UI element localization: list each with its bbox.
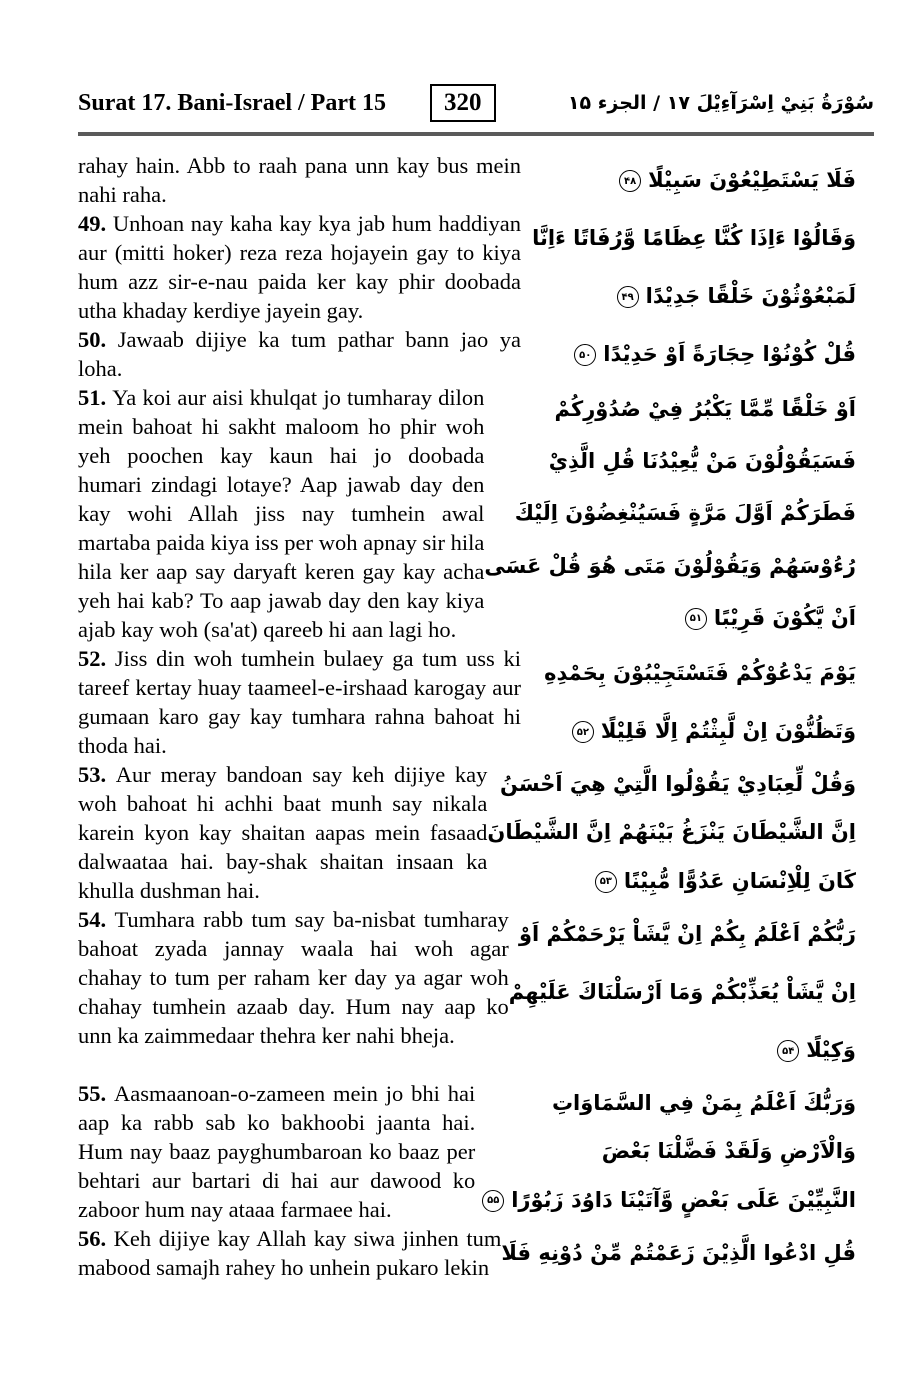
- verse-number: 51.: [78, 385, 113, 410]
- arabic-line: فَسَيَقُوْلُوْنَ مَنْ يُّعِيْدُنَا قُلِ الَّذِيْ: [548, 449, 856, 474]
- arabic-verse: [487, 760, 874, 905]
- urdu-translation: 54. Tumhara rabb tum say ba-nisbat tumharay bahoat zyada jannay waala hai woh agar chahay to tum per raham ker day ya agar woh chahay tumhein azaab day. Hum nay aap ko unn ka zaimmedaar thehra ker nahi bheja.: [78, 907, 509, 1048]
- arabic-line: اَوْ خَلْقًا مِّمَّا يَكْبُرُ فِيْ صُدُوْرِكُمْ: [554, 397, 856, 422]
- verse-row: [78, 151, 874, 209]
- verse-row: [78, 760, 874, 905]
- arabic-verse: [509, 905, 874, 1079]
- verse-row: [78, 209, 874, 325]
- arabic-line: النَّبِيِّيْنَ عَلَى بَعْضٍ وَّآتَيْنَا دَاوُدَ زَبُوْرًا۵۵: [475, 1188, 856, 1212]
- surah-title-arabic: سُوْرَةُ بَنِيْ اِسْرَآءِيْلَ ۱۷ / الجزء ۱۵: [567, 92, 874, 114]
- arabic-verse: [501, 1224, 874, 1282]
- verses-container: [78, 151, 874, 1282]
- arabic-line: وَكِيْلًا۵۴: [770, 1038, 856, 1062]
- verse-row: [78, 644, 874, 760]
- urdu-translation: 56. Keh dijiye kay Allah kay siwa jinhen tum mabood samajh rahey ho unhein pukaro lekin: [78, 1226, 502, 1280]
- arabic-verse: [484, 383, 874, 644]
- urdu-translation: rahay hain. Abb to raah pana unn kay bus mein nahi raha.: [78, 153, 521, 207]
- urdu-translation: 50. Jawaab dijiye ka tum pathar bann jao ya loha.: [78, 327, 521, 381]
- arabic-line: اِنَّ الشَّيْطَانَ يَنْزَغُ بَيْنَهُمْ اِنَّ الشَّيْطَانَ: [487, 820, 856, 845]
- ayah-end-marker: ۴۹: [617, 286, 639, 308]
- arabic-line: وَالْاَرْضِ وَلَقَدْ فَضَّلْنَا بَعْضَ: [601, 1139, 856, 1164]
- verse-number: 53.: [78, 762, 116, 787]
- page-header: [78, 84, 874, 122]
- urdu-translation: 49. Unhoan nay kaha kay kya jab hum haddiyan aur (mitti hoker) reza reza hojayein gay to kiya hum azz sir-e-nau paida ker kay phir doobada utha khaday kerdiye jayein gay.: [78, 211, 521, 323]
- arabic-verse: [521, 209, 874, 325]
- ayah-end-marker: ۵۱: [685, 608, 707, 630]
- arabic-line: اِنْ يَّشَاْ يُعَذِّبْكُمْ وَمَا اَرْسَلْنَاكَ عَلَيْهِمْ: [508, 980, 856, 1004]
- verse-number: 50.: [78, 327, 118, 352]
- ayah-end-marker: ۵۴: [777, 1040, 799, 1062]
- urdu-translation: 53. Aur meray bandoan say keh dijiye kay woh bahoat hi achhi baat munh say nikala karein kyon kay shaitan aapas mein fasaad dalwaataa hai. bay-shak shaitan insaan ka khulla dushman hai.: [78, 762, 488, 903]
- arabic-line: وَقُلْ لِّعِبَادِيْ يَقُوْلُوا الَّتِيْ هِيَ اَحْسَنُ: [499, 772, 856, 797]
- page-number-box: [430, 84, 496, 122]
- arabic-verse: [475, 1079, 874, 1224]
- arabic-line: اَنْ يَّكُوْنَ قَرِيْبًا۵۱: [678, 606, 856, 630]
- ayah-end-marker: ۵۳: [595, 871, 617, 893]
- verse-row: [78, 325, 874, 383]
- urdu-translation: 51. Ya koi aur aisi khulqat jo tumharay dilon mein bahoat hi sakht maloom ho phir woh yeh poochen kay kaun hai jo doobada humari zindagi lotaye? Aap jawab day den kay wohi Allah jiss nay tumhein awal martaba paida kiya iss per woh apnay sir hila hila ker aap say daryaft keren gay kay acha yeh hai kab? To aap jawab day den kay kiya ajab kay woh (sa'at) qareeb hi aan lagi ho.: [78, 385, 485, 642]
- arabic-line: قُلِ ادْعُوا الَّذِيْنَ زَعَمْتُمْ مِّنْ دُوْنِهِ فَلَا: [501, 1241, 856, 1265]
- urdu-translation: 52. Jiss din woh tumhein bulaey ga tum uss ki tareef kertay huay taameel-e-irshaad karogay aur gumaan karo gay kay tumhara rahna bahoat hi thoda hai.: [78, 646, 522, 758]
- verse-number: 55.: [78, 1081, 114, 1106]
- arabic-line: كَانَ لِلْاِنْسَانِ عَدُوًّا مُّبِيْنًا۵۳: [588, 869, 856, 893]
- verse-row: [78, 1079, 874, 1224]
- verse-row: [78, 1224, 874, 1282]
- arabic-line: وَتَظُنُّوْنَ اِنْ لَّبِثْتُمْ اِلَّا قَلِيْلًا۵۲: [565, 719, 856, 743]
- arabic-line: قُلْ كُوْنُوْا حِجَارَةً اَوْ حَدِيْدًا۵۰: [567, 342, 856, 366]
- arabic-line: فَلَا يَسْتَطِيْعُوْنَ سَبِيْلًا۴۸: [612, 168, 856, 192]
- arabic-verse: [521, 325, 874, 383]
- verse-number: 54.: [78, 907, 115, 932]
- verse-row: [78, 905, 874, 1079]
- ayah-end-marker: ۵۲: [572, 721, 594, 743]
- arabic-line: وَقَالُوْا ءَاِذَا كُنَّا عِظَامًا وَّرُفَاتًا ءَاِنَّا: [532, 226, 856, 250]
- verse-number: 49.: [78, 211, 113, 236]
- header-divider-rule: [78, 132, 874, 136]
- verse-number: 52.: [78, 646, 115, 671]
- ayah-end-marker: ۵۵: [482, 1190, 504, 1212]
- arabic-line: وَرَبُّكَ اَعْلَمُ بِمَنْ فِي السَّمَاوَاتِ: [551, 1091, 856, 1116]
- verse-number: 56.: [78, 1226, 114, 1251]
- surah-title-english: Surat 17. Bani-Israel / Part 15: [78, 89, 386, 116]
- arabic-line: لَمَبْعُوْثُوْنَ خَلْقًا جَدِيْدًا۴۹: [610, 284, 856, 308]
- arabic-line: يَوْمَ يَدْعُوْكُمْ فَتَسْتَجِيْبُوْنَ بِحَمْدِهِ: [544, 661, 856, 685]
- arabic-line: رَبُّكُمْ اَعْلَمُ بِكُمْ اِنْ يَّشَاْ يَرْحَمْكُمْ اَوْ: [518, 922, 856, 946]
- ayah-end-marker: ۴۸: [619, 170, 641, 192]
- arabic-verse: [521, 151, 874, 209]
- arabic-line: رُءُوْسَهُمْ وَيَقُوْلُوْنَ مَتَى هُوَ قُلْ عَسَى: [484, 553, 856, 578]
- arabic-verse: [521, 644, 874, 760]
- urdu-translation: 55. Aasmaanoan-o-zameen mein jo bhi hai aap ka rabb sab ko bakhoobi jaanta hai. Hum nay baaz payghumbaroan ko baaz per behtari aur bartari di hai aur dawood ko zaboor hum nay ataaa farmaee hai.: [78, 1081, 476, 1222]
- verse-row: [78, 383, 874, 644]
- ayah-end-marker: ۵۰: [574, 344, 596, 366]
- arabic-line: فَطَرَكُمْ اَوَّلَ مَرَّةٍ فَسَيُنْغِضُوْنَ اِلَيْكَ: [514, 501, 856, 526]
- page-number: 320: [444, 89, 482, 116]
